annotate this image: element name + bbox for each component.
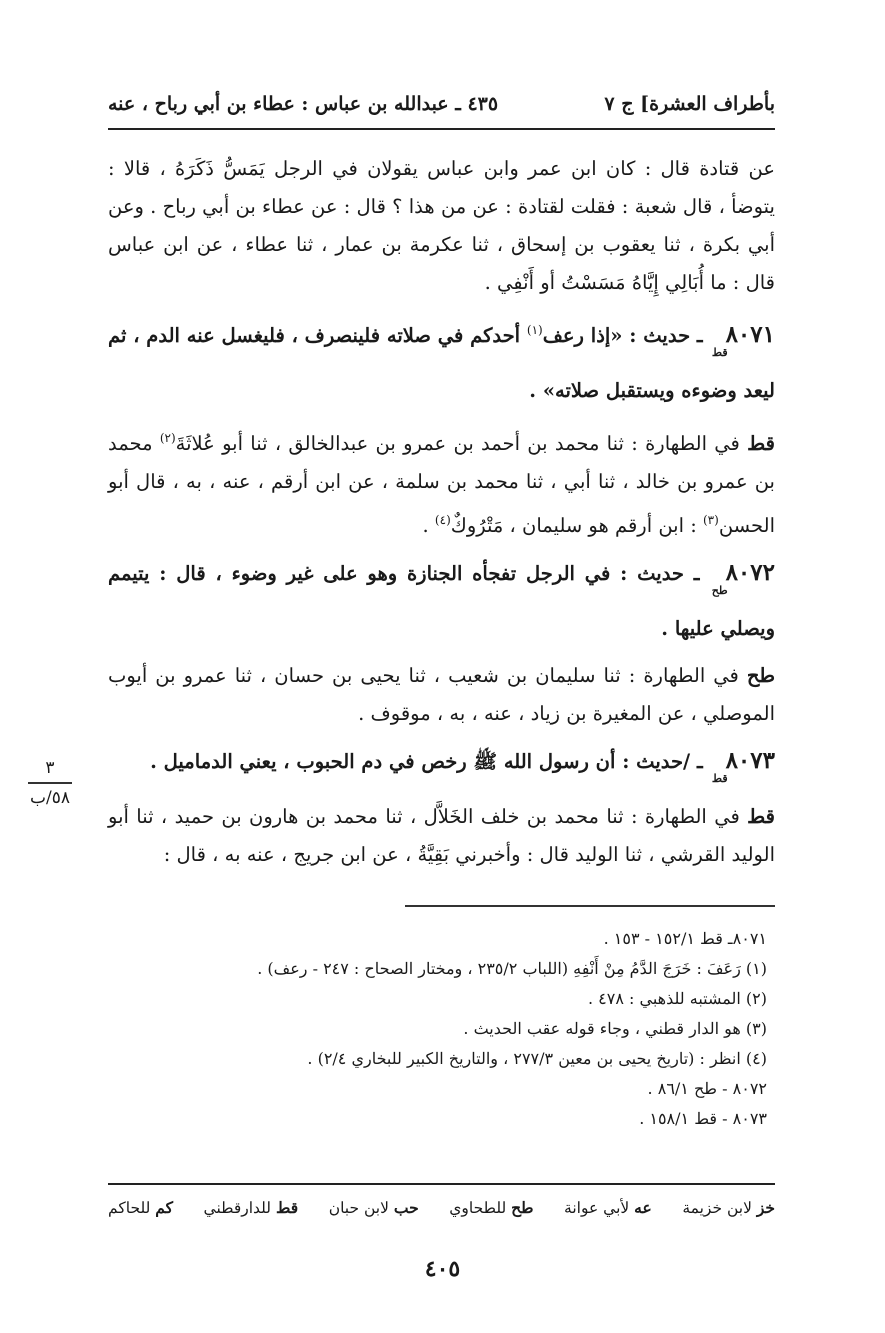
running-header <box>108 86 775 122</box>
entry-number: ٨٠٧٣ <box>725 747 775 774</box>
entry-siglum: قط <box>711 772 728 785</box>
manuscript-folio-note <box>24 757 76 809</box>
source-text: في الطهارة : ثنا سليمان بن شعيب ، ثنا يحيى بن حسان ، ثنا عمرو بن أيوب الموصلي ، عن المغيرة بن زياد ، عنه ، به ، موقوف . <box>108 664 775 725</box>
footnote: ٨٠٧١ـ قط ١٥٢/١ - ١٥٣ . <box>603 929 767 948</box>
entry-siglum: قط <box>711 346 728 359</box>
entry-8071-heading <box>108 311 775 410</box>
entry-8073-source <box>108 798 775 874</box>
abbreviation-item: قط للدارقطني <box>203 1198 299 1217</box>
page-number: ٤٠٥ <box>424 1256 461 1282</box>
margin-note-top: ٣ <box>45 758 55 778</box>
abbreviation-item: خز لابن خزيمة <box>682 1198 775 1217</box>
source-text: : ابن أرقم هو سليمان ، مَتْرُوكٌ <box>450 514 703 537</box>
source-text: محمد بن عمرو بن خالد ، ثنا أبي ، ثنا محمد بن سلمة ، عن ابن أرقم ، عنه ، به ، قال أبو الحسن <box>108 432 775 537</box>
footnote: (٢) المشتبه للذهبي : ٤٧٨ . <box>587 989 767 1008</box>
entry-siglum: طح <box>711 584 728 597</box>
entry-8071-source <box>108 419 775 545</box>
margin-note-divider <box>28 782 72 784</box>
abbreviation-item: عه لأبي عوانة <box>564 1198 652 1217</box>
abbreviation-item: حب لابن حبان <box>328 1198 419 1217</box>
abbreviation-key <box>108 1198 775 1226</box>
footnote-ref: (٣) <box>702 513 719 527</box>
abbreviation-item: كم للحاكم <box>108 1198 173 1217</box>
source-text: في الطهارة : ثنا محمد بن أحمد بن عمرو بن عبدالخالق ، ثنا أبو عُلاثَةَ <box>175 432 748 455</box>
entry-number: ٨٠٧١ <box>725 321 775 348</box>
entry-title: ـ حديث : «إذا رعف <box>542 324 703 347</box>
footnote: (٣) هو الدار قطني ، وجاء قوله عقب الحديث . <box>463 1019 767 1038</box>
entry-title: ـ /حديث : أن رسول الله ﷺ رخص في دم الحبوب ، يعني الدماميل . <box>150 750 703 773</box>
margin-note-bottom: ٥٨/ب <box>30 787 70 808</box>
intro-paragraph: عن قتادة قال : كان ابن عمر وابن عباس يقولان في الرجل يَمَسُّ ذَكَرَهُ ، قالا : يتوضأ ، قال شعبة : فقلت لقتادة : عن من هذا ؟ قال : عن عطاء بن أبي رباح . وعن أبي بكرة ، ثنا يعقوب بن إسحاق ، ثنا عكرمة بن عمار ، ثنا عطاء ، عن ابن عباس قال : ما أُبَالِي إِيَّاهُ مَسَسْتُ أو أَنْفِي . <box>108 157 775 294</box>
footnote-ref: (٢) <box>159 431 176 445</box>
entry-title: ـ حديث : في الرجل تفجأه الجنازة وهو على غير وضوء ، قال : يتيمم ويصلي عليها . <box>108 562 775 640</box>
entry-8072-source <box>108 657 775 733</box>
source-siglum: طح <box>746 664 775 687</box>
header-book-title: بأطراف العشرة] ج ٧ <box>604 93 775 115</box>
abbreviation-item: طح للطحاوي <box>449 1198 534 1217</box>
source-siglum: قط <box>747 805 775 828</box>
footnotes <box>108 924 775 1134</box>
footnote-ref: (١) <box>526 323 543 337</box>
entry-number: ٨٠٧٢ <box>725 559 775 586</box>
header-divider <box>108 128 775 130</box>
main-text <box>108 150 775 874</box>
source-siglum: قط <box>747 432 775 455</box>
header-chapter-title: ٤٣٥ ـ عبدالله بن عباس : عطاء بن أبي رباح ، عنه <box>108 93 499 115</box>
footnote: (٤) انظر : (تاريخ يحيى بن معين ٢٧٧/٣ ، والتاريخ الكبير للبخاري ٢/٤) . <box>307 1049 767 1068</box>
footnote: (١) رَعَفَ : خَرَجَ الدَّمُ مِنْ أَنْفِهِ (اللباب ٢٣٥/٢ ، ومختار الصحاح : ٢٤٧ - رعف) . <box>257 959 767 978</box>
entry-8072-heading <box>108 554 775 648</box>
footnote-divider <box>405 905 775 907</box>
footnote: ٨٠٧٢ - طح ٨٦/١ . <box>647 1079 767 1098</box>
entry-8073-heading <box>108 742 775 798</box>
source-text: . <box>422 514 435 537</box>
source-text: في الطهارة : ثنا محمد بن خلف الخَلاَّل ، ثنا محمد بن هارون بن حميد ، ثنا أبو الوليد القرشي ، ثنا الوليد قال : وأخبرني بَقِيَّةُ ، عن ابن جريج ، عنه به ، قال : <box>108 805 775 866</box>
bottom-divider <box>108 1183 775 1185</box>
entry-title-rest: أحدكم في صلاته فلينصرف ، فليغسل عنه الدم ، ثم ليعد وضوءه ويستقبل صلاته» . <box>108 324 775 402</box>
footnote: ٨٠٧٣ - قط ١٥٨/١ . <box>639 1109 767 1128</box>
footnote-ref: (٤) <box>434 513 451 527</box>
